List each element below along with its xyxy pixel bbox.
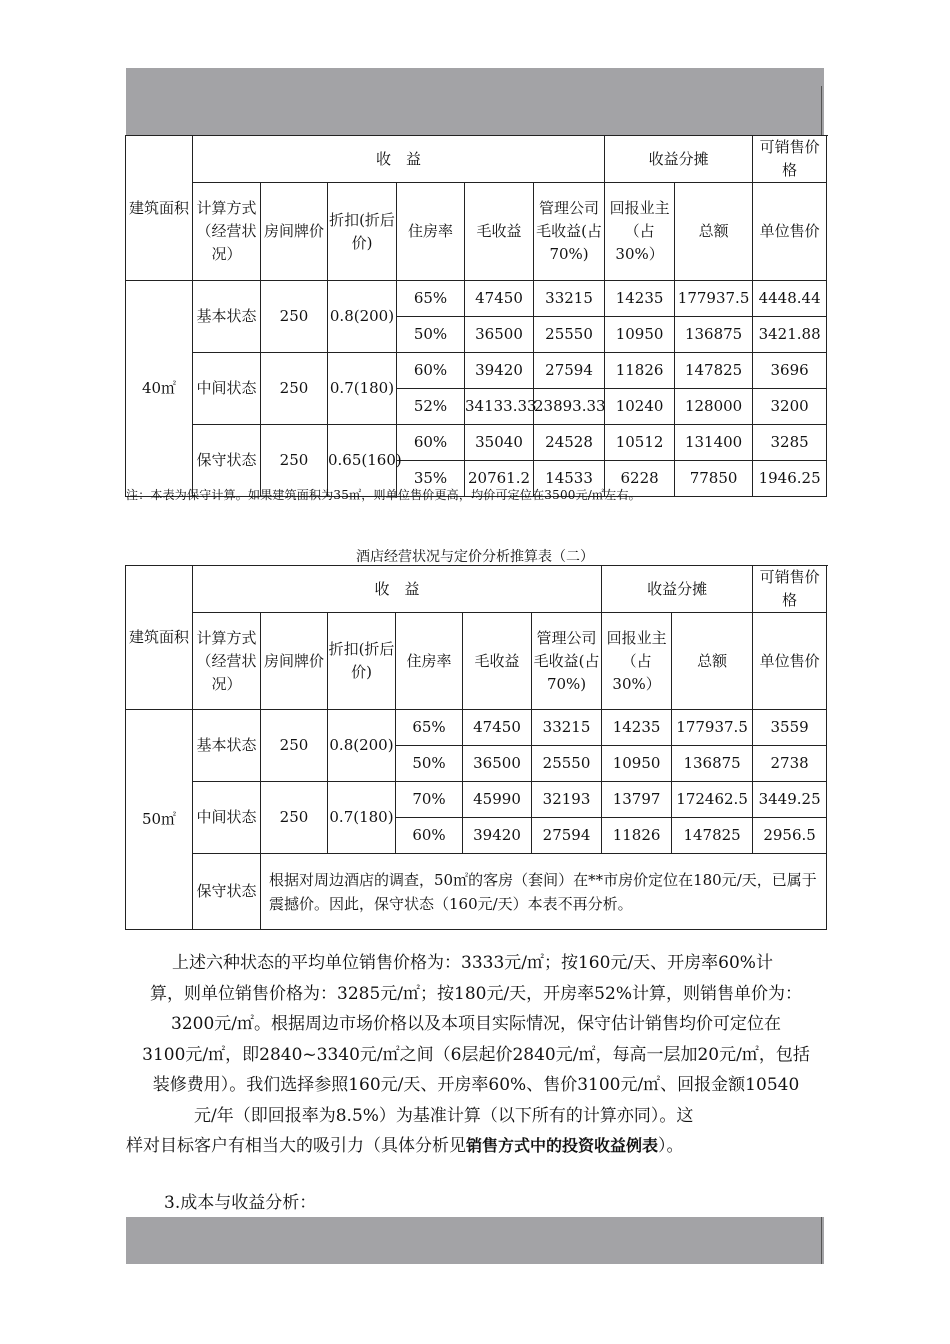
analysis-paragraph bbox=[126, 948, 826, 1162]
mgmt-cell: 25550 bbox=[532, 746, 602, 782]
para-line: 3100元/㎡，即2840~3340元/㎡之间（6层起价2840元/㎡，每高一层加20元/㎡，包括 bbox=[142, 1044, 810, 1065]
mgmt-cell: 32193 bbox=[532, 782, 602, 818]
total-cell: 136875 bbox=[675, 317, 753, 353]
header-occupancy: 住房率 bbox=[397, 183, 465, 281]
owner-cell: 10950 bbox=[605, 317, 675, 353]
owner-cell: 10512 bbox=[605, 425, 675, 461]
total-cell: 77850 bbox=[675, 461, 753, 497]
gross-cell: 47450 bbox=[465, 281, 534, 317]
occupancy-cell: 50% bbox=[397, 317, 465, 353]
mgmt-cell: 23893.33 bbox=[534, 389, 605, 425]
unit-cell: 4448.44 bbox=[753, 281, 827, 317]
owner-cell: 10950 bbox=[602, 746, 672, 782]
gross-cell: 39420 bbox=[465, 353, 534, 389]
discount: 0.8(200) bbox=[328, 710, 396, 782]
gross-cell: 20761.2 bbox=[465, 461, 534, 497]
para-line: 元/年（即回报率为8.5%）为基准计算（以下所有的计算亦同）。这 bbox=[194, 1105, 694, 1126]
header-total: 总额 bbox=[672, 613, 753, 710]
state-label: 中间状态 bbox=[193, 782, 261, 854]
owner-cell: 13797 bbox=[602, 782, 672, 818]
gross-cell: 34133.33 bbox=[465, 389, 534, 425]
header-room-price: 房间牌价 bbox=[261, 183, 328, 281]
gross-cell: 36500 bbox=[465, 317, 534, 353]
table-row bbox=[126, 281, 827, 317]
occupancy-cell: 52% bbox=[397, 389, 465, 425]
header-band bbox=[126, 68, 824, 136]
header-share: 收益分摊 bbox=[602, 566, 753, 613]
para-text: ）。 bbox=[658, 1136, 684, 1156]
table-row bbox=[126, 710, 827, 746]
total-cell: 177937.5 bbox=[672, 710, 753, 746]
unit-cell: 3200 bbox=[753, 389, 827, 425]
discount: 0.65(160) bbox=[328, 425, 397, 497]
table-row bbox=[126, 425, 827, 461]
area-value: 50㎡ bbox=[126, 710, 193, 930]
mgmt-cell: 33215 bbox=[532, 710, 602, 746]
conservative-note: 根据对周边酒店的调查，50㎡的客房（套间）在**市房价定位在180元/天，已属于震撼价。因此，保守状态（160元/天）本表不再分析。 bbox=[261, 854, 827, 930]
table-row bbox=[126, 353, 827, 389]
room-price: 250 bbox=[261, 425, 328, 497]
area-value: 40㎡ bbox=[126, 281, 193, 497]
state-label: 中间状态 bbox=[193, 353, 261, 425]
header-revenue: 收 益 bbox=[193, 136, 605, 183]
header-revenue: 收 益 bbox=[193, 566, 602, 613]
occupancy-cell: 60% bbox=[397, 425, 465, 461]
gross-cell: 47450 bbox=[463, 710, 532, 746]
para-line: 算，则单位销售价格为：3285元/㎡；按180元/天，开房率52%计算，则销售单价为： bbox=[150, 983, 802, 1004]
gross-cell: 35040 bbox=[465, 425, 534, 461]
state-label: 基本状态 bbox=[193, 281, 261, 353]
total-cell: 136875 bbox=[672, 746, 753, 782]
total-cell: 131400 bbox=[675, 425, 753, 461]
total-cell: 172462.5 bbox=[672, 782, 753, 818]
investment-table-link: 销售方式中的投资收益例表 bbox=[466, 1136, 659, 1155]
mgmt-cell: 33215 bbox=[534, 281, 605, 317]
header-owner: 回报业主（占30%） bbox=[605, 183, 675, 281]
para-text: 样对目标客户有相当大的吸引力（具体分析见 bbox=[126, 1136, 466, 1156]
pricing-table-2 bbox=[125, 565, 827, 930]
total-cell: 177937.5 bbox=[675, 281, 753, 317]
discount: 0.7(180) bbox=[328, 353, 397, 425]
mgmt-cell: 27594 bbox=[532, 818, 602, 854]
room-price: 250 bbox=[261, 281, 328, 353]
header-price: 可销售价格 bbox=[753, 136, 827, 183]
table-note: 注：本表为保守计算。如果建筑面积为35㎡，则单位售价更高，均价可定位在3500元/㎡左右。 bbox=[126, 488, 641, 502]
unit-cell: 3696 bbox=[753, 353, 827, 389]
occupancy-cell: 50% bbox=[396, 746, 463, 782]
occupancy-cell: 70% bbox=[396, 782, 463, 818]
owner-cell: 11826 bbox=[602, 818, 672, 854]
header-gross: 毛收益 bbox=[465, 183, 534, 281]
footer-band bbox=[126, 1217, 824, 1264]
occupancy-cell: 65% bbox=[396, 710, 463, 746]
total-cell: 128000 bbox=[675, 389, 753, 425]
table-row bbox=[126, 854, 827, 930]
owner-cell: 6228 bbox=[605, 461, 675, 497]
owner-cell: 14235 bbox=[605, 281, 675, 317]
owner-cell: 14235 bbox=[602, 710, 672, 746]
room-price: 250 bbox=[261, 353, 328, 425]
header-price: 可销售价格 bbox=[753, 566, 827, 613]
para-line bbox=[126, 1131, 826, 1162]
mgmt-cell: 27594 bbox=[534, 353, 605, 389]
header-mgmt: 管理公司毛收益(占70%) bbox=[532, 613, 602, 710]
state-label: 基本状态 bbox=[193, 710, 261, 782]
header-mgmt: 管理公司毛收益(占70%) bbox=[534, 183, 605, 281]
para-line: 上述六种状态的平均单位销售价格为：3333元/㎡；按160元/天、开房率60%计 bbox=[172, 953, 773, 973]
pricing-table-1 bbox=[125, 135, 827, 497]
para-line: 装修费用）。我们选择参照160元/天、开房率60%、售价3100元/㎡、回报金额10540 bbox=[152, 1075, 800, 1095]
unit-cell: 3449.25 bbox=[753, 782, 827, 818]
gross-cell: 45990 bbox=[463, 782, 532, 818]
unit-cell: 2956.5 bbox=[753, 818, 827, 854]
occupancy-cell: 60% bbox=[397, 353, 465, 389]
header-room-price: 房间牌价 bbox=[261, 613, 328, 710]
header-share: 收益分摊 bbox=[605, 136, 753, 183]
header-method: 计算方式（经营状况） bbox=[193, 613, 261, 710]
header-method: 计算方式（经营状况） bbox=[193, 183, 261, 281]
owner-cell: 10240 bbox=[605, 389, 675, 425]
table-caption: 酒店经营状况与定价分析推算表（二） bbox=[356, 549, 594, 565]
header-occupancy: 住房率 bbox=[396, 613, 463, 710]
state-label: 保守状态 bbox=[193, 425, 261, 497]
mgmt-cell: 14533 bbox=[534, 461, 605, 497]
room-price: 250 bbox=[261, 782, 328, 854]
mgmt-cell: 24528 bbox=[534, 425, 605, 461]
header-area: 建筑面积 bbox=[126, 136, 193, 281]
unit-cell: 3285 bbox=[753, 425, 827, 461]
total-cell: 147825 bbox=[672, 818, 753, 854]
discount: 0.7(180) bbox=[328, 782, 396, 854]
unit-cell: 2738 bbox=[753, 746, 827, 782]
gross-cell: 36500 bbox=[463, 746, 532, 782]
state-label: 保守状态 bbox=[193, 854, 261, 930]
total-cell: 147825 bbox=[675, 353, 753, 389]
room-price: 250 bbox=[261, 710, 328, 782]
gross-cell: 39420 bbox=[463, 818, 532, 854]
header-discount: 折扣(折后价) bbox=[328, 183, 397, 281]
header-unit: 单位售价 bbox=[753, 613, 827, 710]
header-total: 总额 bbox=[675, 183, 753, 281]
occupancy-cell: 35% bbox=[397, 461, 465, 497]
header-gross: 毛收益 bbox=[463, 613, 532, 710]
header-discount: 折扣(折后价) bbox=[328, 613, 396, 710]
unit-cell: 3421.88 bbox=[753, 317, 827, 353]
discount: 0.8(200) bbox=[328, 281, 397, 353]
header-unit: 单位售价 bbox=[753, 183, 827, 281]
occupancy-cell: 60% bbox=[396, 818, 463, 854]
unit-cell: 3559 bbox=[753, 710, 827, 746]
occupancy-cell: 65% bbox=[397, 281, 465, 317]
unit-cell: 1946.25 bbox=[753, 461, 827, 497]
header-area: 建筑面积 bbox=[126, 566, 193, 710]
header-owner: 回报业主（占30%） bbox=[602, 613, 672, 710]
para-line: 3200元/㎡。根据周边市场价格以及本项目实际情况，保守估计销售均价可定位在 bbox=[171, 1014, 781, 1034]
owner-cell: 11826 bbox=[605, 353, 675, 389]
mgmt-cell: 25550 bbox=[534, 317, 605, 353]
section-title: 3.成本与收益分析： bbox=[164, 1193, 317, 1213]
table-row bbox=[126, 782, 827, 818]
